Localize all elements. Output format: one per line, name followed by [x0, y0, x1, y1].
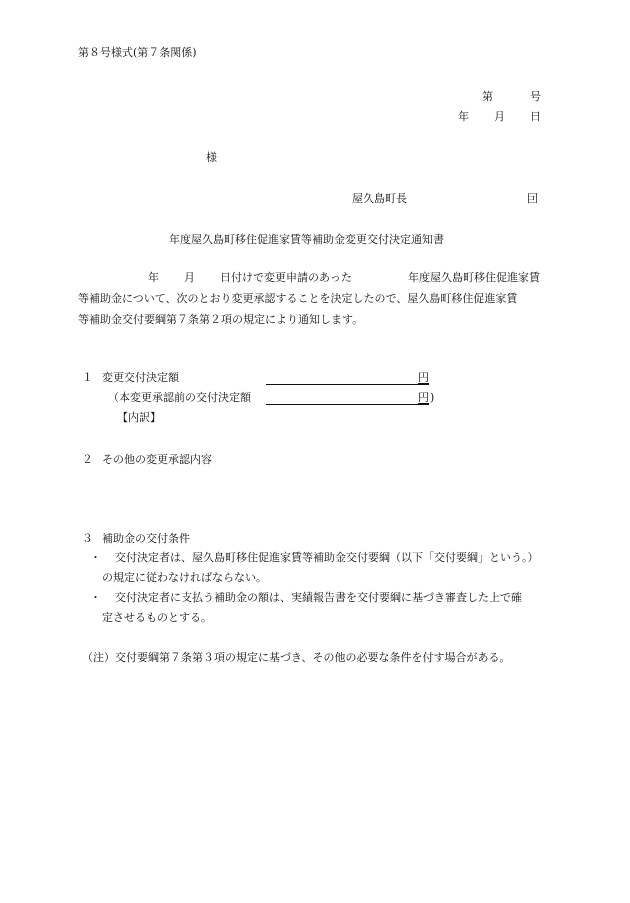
item1-unit: 円: [418, 371, 429, 384]
item1-sub-close-paren: ): [430, 391, 435, 404]
document-number-go: 号: [530, 90, 541, 103]
body-line1-month: 月: [184, 271, 195, 284]
item3-label: 補助金の交付条件: [102, 532, 190, 545]
addressee-honorific: 様: [206, 151, 217, 164]
body-line3: 等補助金交付要綱第７条第２項の規定により通知します。: [78, 313, 364, 326]
item3-bullet-2-mark: ・: [90, 591, 101, 604]
item2-label: その他の変更承認内容: [102, 453, 212, 466]
item3-bullet-1-line1: 交付決定者は、屋久島町移住促進家賃等補助金交付要綱（以下「交付要綱」という。）: [115, 551, 539, 564]
item1-amount-line: [266, 384, 429, 385]
footnote: （注）交付要綱第７条第３項の規定に基づき、その他の必要な条件を付す場合がある。: [82, 651, 511, 664]
item3-bullet-2-line1: 交付決定者に支払う補助金の額は、実績報告書を交付要綱に基づき審査した上で確: [115, 591, 522, 604]
body-line1-text: 日付けで変更申請のあった: [220, 271, 352, 284]
item1-sub-amount-line: [266, 404, 429, 405]
document-number-dai: 第: [482, 90, 493, 103]
item2-number: ２: [82, 453, 93, 466]
item1-number: １: [82, 371, 93, 384]
item3-number: ３: [82, 532, 93, 545]
item1-breakdown: 【内訳】: [117, 411, 161, 424]
seal-mark: 囙: [527, 192, 538, 205]
issuer-title: 屋久島町長: [352, 192, 407, 205]
date-day-label: 日: [530, 110, 541, 123]
body-line1-year: 年: [148, 271, 159, 284]
date-year-label: 年: [458, 110, 469, 123]
item3-bullet-1-mark: ・: [90, 551, 101, 564]
document-title: 年度屋久島町移住促進家賃等補助金変更交付決定通知書: [169, 233, 444, 246]
form-number: 第８号様式(第７条関係): [78, 46, 197, 59]
body-line1-tail: 年度屋久島町移住促進家賃: [408, 271, 540, 284]
body-line2: 等補助金について、次のとおり変更承認することを決定したので、屋久島町移住促進家賃: [78, 292, 518, 305]
item3-bullet-2-line2: 定させるものとする。: [102, 611, 212, 624]
item1-sub-unit: 円: [418, 391, 429, 404]
item1-label: 変更交付決定額: [102, 371, 179, 384]
date-month-label: 月: [494, 110, 505, 123]
item1-sub-label: （本変更承認前の交付決定額: [108, 391, 251, 404]
item3-bullet-1-line2: の規定に従わなければならない。: [102, 571, 267, 584]
